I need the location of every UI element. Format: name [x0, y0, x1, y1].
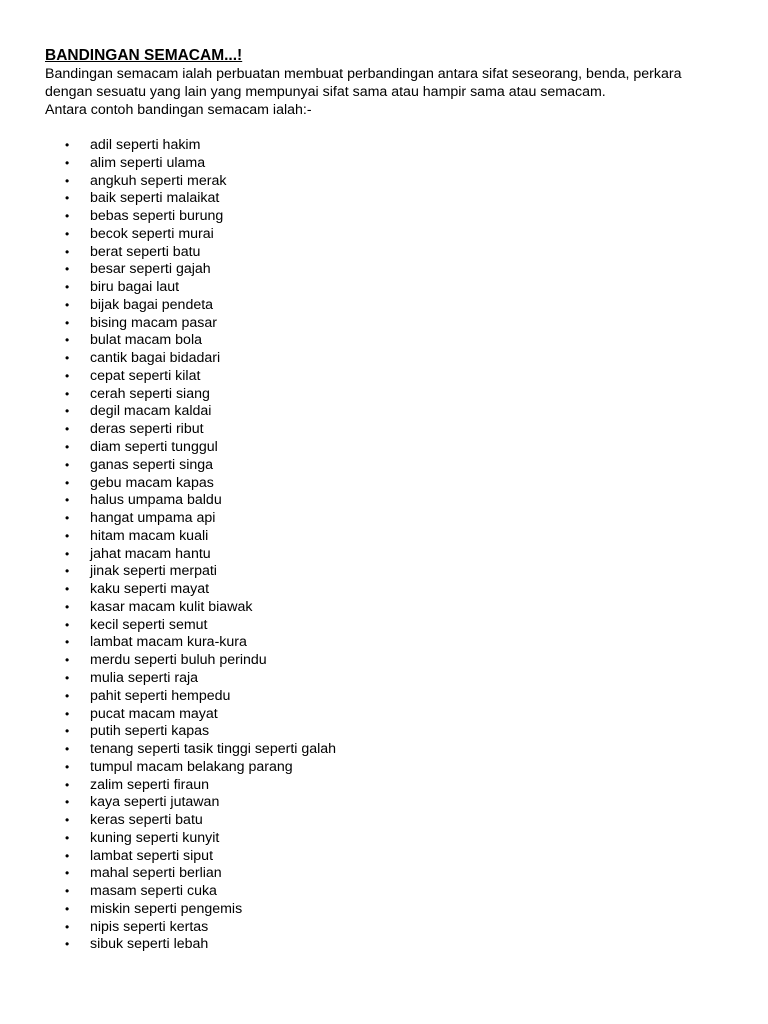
bullet-icon: •: [65, 262, 70, 277]
list-item: [45, 457, 745, 475]
bullet-icon: •: [65, 138, 70, 152]
list-item: [45, 848, 745, 866]
list-item-text: mulia seperti raja: [90, 669, 199, 686]
bullet-icon: •: [65, 901, 70, 916]
list-item: [45, 368, 745, 386]
list-item: [45, 759, 745, 777]
list-item: [45, 634, 745, 652]
list-item-text: deras seperti ribut: [90, 421, 204, 438]
list-item-text: hitam macam kuali: [90, 527, 209, 544]
list-item: [45, 901, 745, 919]
list-item-text: tenang seperti tasik tinggi seperti galah: [90, 741, 337, 758]
list-item: [45, 208, 745, 226]
list-item: [45, 741, 745, 759]
list-item-text: jahat macam hantu: [90, 545, 211, 562]
simile-list: [45, 137, 745, 954]
list-item-text: adil seperti hakim: [90, 137, 201, 153]
bullet-icon: •: [65, 742, 70, 757]
bullet-icon: •: [65, 617, 70, 632]
list-item-text: bebas seperti burung: [90, 208, 224, 225]
list-item: [45, 244, 745, 262]
list-item: [45, 155, 745, 173]
list-item-text: hangat umpama api: [90, 510, 216, 527]
list-item-text: diam seperti tunggul: [90, 439, 218, 456]
list-item-text: lambat seperti siput: [90, 847, 214, 864]
bullet-icon: •: [65, 173, 70, 188]
list-item: [45, 652, 745, 670]
list-item-text: cepat seperti kilat: [90, 367, 201, 384]
bullet-icon: •: [65, 777, 70, 792]
list-item-text: sibuk seperti lebah: [90, 936, 209, 953]
intro-text: Antara contoh bandingan semacam ialah:-: [45, 102, 312, 118]
bullet-icon: •: [65, 422, 70, 437]
list-item: [45, 919, 745, 937]
list-item: [45, 510, 745, 528]
bullet-icon: •: [65, 386, 70, 401]
document-page: [45, 47, 745, 954]
list-item-text: jinak seperti merpati: [90, 563, 217, 580]
list-item-text: bising macam pasar: [90, 314, 217, 331]
list-item-text: angkuh seperti merak: [90, 172, 227, 189]
list-item-text: pucat macam mayat: [90, 705, 218, 722]
bullet-icon: •: [65, 333, 70, 348]
bullet-icon: •: [65, 653, 70, 668]
bullet-icon: •: [65, 493, 70, 508]
list-item-text: kasar macam kulit biawak: [90, 598, 253, 615]
list-item: [45, 830, 745, 848]
list-item-text: masam seperti cuka: [90, 883, 217, 900]
bullet-icon: •: [65, 724, 70, 739]
list-item-text: cerah seperti siang: [90, 385, 210, 402]
list-item-text: baik seperti malaikat: [90, 190, 220, 207]
list-item: [45, 261, 745, 279]
bullet-icon: •: [65, 599, 70, 614]
list-item-text: bijak bagai pendeta: [90, 296, 214, 313]
bullet-icon: •: [65, 830, 70, 845]
list-item: [45, 332, 745, 350]
bullet-icon: •: [65, 244, 70, 259]
list-item-text: bulat macam bola: [90, 332, 202, 349]
list-item-text: degil macam kaldai: [90, 403, 212, 420]
bullet-icon: •: [65, 209, 70, 224]
list-item-text: lambat macam kura-kura: [90, 634, 247, 651]
bullet-icon: •: [65, 546, 70, 561]
bullet-icon: •: [65, 635, 70, 650]
list-item-text: halus umpama baldu: [90, 492, 222, 509]
list-item-text: merdu seperti buluh perindu: [90, 652, 267, 669]
list-item-text: zalim seperti firaun: [90, 776, 210, 793]
list-item: [45, 777, 745, 795]
list-item: [45, 475, 745, 493]
list-item: [45, 794, 745, 812]
bullet-icon: •: [65, 795, 70, 810]
list-item-text: gebu macam kapas: [90, 474, 214, 491]
list-item: [45, 137, 745, 155]
paragraph-line-2: dengan sesuatu yang lain yang mempunyai sifat sama atau hampir sama atau semacam.: [45, 84, 606, 100]
list-item-text: besar seperti gajah: [90, 261, 211, 278]
list-item: [45, 403, 745, 421]
list-item-text: kaya seperti jutawan: [90, 794, 220, 811]
list-item-text: kuning seperti kunyit: [90, 829, 220, 846]
bullet-icon: •: [65, 706, 70, 721]
list-item-text: nipis seperti kertas: [90, 918, 209, 935]
list-item: [45, 173, 745, 191]
list-item-text: ganas seperti singa: [90, 456, 214, 473]
list-item: [45, 386, 745, 404]
bullet-icon: •: [65, 404, 70, 419]
bullet-icon: •: [65, 813, 70, 828]
bullet-icon: •: [65, 351, 70, 366]
list-item: [45, 599, 745, 617]
list-item-text: miskin seperti pengemis: [90, 900, 243, 917]
list-item-text: keras seperti batu: [90, 812, 203, 829]
list-item-text: berat seperti batu: [90, 243, 201, 260]
bullet-icon: •: [65, 582, 70, 597]
bullet-icon: •: [65, 155, 70, 170]
list-item-text: kaku seperti mayat: [90, 581, 210, 598]
list-item: [45, 546, 745, 564]
list-item: [45, 297, 745, 315]
list-item: [45, 563, 745, 581]
list-item: [45, 723, 745, 741]
bullet-icon: •: [65, 848, 70, 863]
list-item: [45, 670, 745, 688]
bullet-icon: •: [65, 226, 70, 241]
list-item: [45, 688, 745, 706]
list-item: [45, 581, 745, 599]
list-item: [45, 528, 745, 546]
bullet-icon: •: [65, 670, 70, 685]
bullet-icon: •: [65, 280, 70, 295]
list-item: [45, 865, 745, 883]
list-item-text: kecil seperti semut: [90, 616, 208, 633]
bullet-icon: •: [65, 884, 70, 899]
list-item-text: alim seperti ulama: [90, 154, 206, 171]
bullet-icon: •: [65, 759, 70, 774]
list-item: [45, 226, 745, 244]
bullet-icon: •: [65, 457, 70, 472]
bullet-icon: •: [65, 919, 70, 934]
list-item: [45, 706, 745, 724]
bullet-icon: •: [65, 191, 70, 206]
list-item-text: becok seperti murai: [90, 225, 214, 242]
list-item: [45, 883, 745, 901]
bullet-icon: •: [65, 297, 70, 312]
list-item: [45, 315, 745, 333]
list-item: [45, 492, 745, 510]
list-item: [45, 421, 745, 439]
list-item: [45, 350, 745, 368]
list-item: [45, 439, 745, 457]
bullet-icon: •: [65, 528, 70, 543]
bullet-icon: •: [65, 511, 70, 526]
list-item-text: biru bagai laut: [90, 279, 180, 296]
bullet-icon: •: [65, 368, 70, 383]
list-item: [45, 190, 745, 208]
list-item: [45, 617, 745, 635]
list-item-text: cantik bagai bidadari: [90, 350, 221, 367]
list-item-text: pahit seperti hempedu: [90, 687, 231, 704]
bullet-icon: •: [65, 475, 70, 490]
list-item-text: putih seperti kapas: [90, 723, 210, 740]
bullet-icon: •: [65, 937, 70, 952]
document-title: BANDINGAN SEMACAM...!: [45, 47, 243, 64]
bullet-icon: •: [65, 688, 70, 703]
bullet-icon: •: [65, 315, 70, 330]
list-item: [45, 936, 745, 954]
bullet-icon: •: [65, 866, 70, 881]
list-item: [45, 812, 745, 830]
list-item-text: mahal seperti berlian: [90, 865, 222, 882]
list-item-text: tumpul macam belakang parang: [90, 758, 293, 775]
list-item: [45, 279, 745, 297]
paragraph-line-1: Bandingan semacam ialah perbuatan membuat perbandingan antara sifat seseorang, benda, perkara: [45, 66, 682, 82]
bullet-icon: •: [65, 440, 70, 455]
bullet-icon: •: [65, 564, 70, 579]
